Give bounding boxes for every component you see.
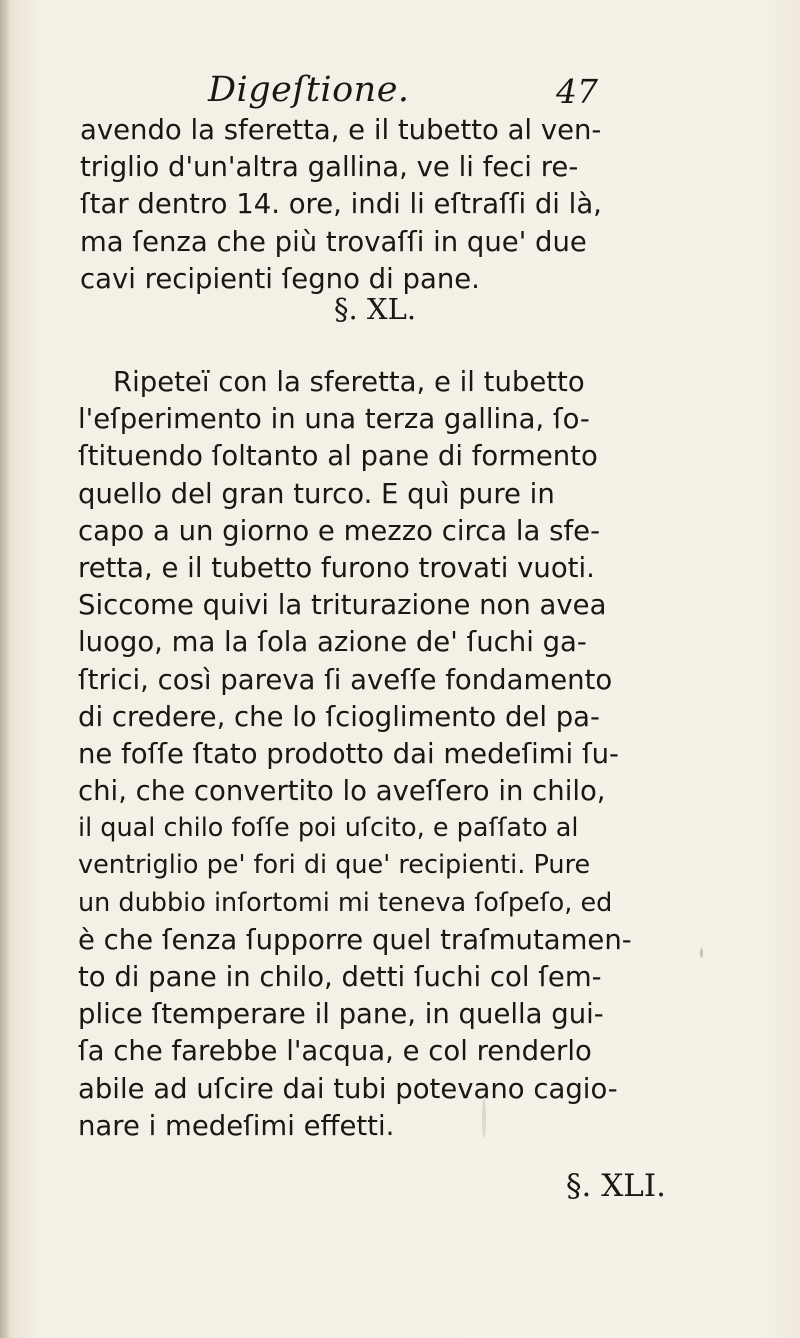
paragraph-section-xl [78, 364, 718, 1145]
text-line: ma ſenza che più trovaſſi in que' due [80, 225, 587, 258]
text-line: abile ad uſcire dai tubi potevano cagio- [78, 1072, 618, 1105]
text-line: ſa che farebbe l'acqua, e col renderlo [78, 1035, 592, 1068]
text-line: retta, e il tubetto furono trovati vuoti. [78, 551, 595, 584]
text-line: nare i medeſimi effetti. [78, 1109, 395, 1142]
text-line: ventriglio pe' fori di que' recipienti. Pure [78, 850, 591, 881]
paragraph-continuation [80, 112, 720, 298]
page-binding-shadow [0, 0, 10, 1338]
text-line: triglio d'un'altra gallina, ve li feci re- [80, 151, 579, 184]
text-line: Siccome quivi la triturazione non avea [78, 589, 607, 622]
text-line: il qual chilo foſſe poi uſcito, e paſſato al [78, 813, 579, 844]
text-line: cavi recipienti ſegno di pane. [80, 262, 480, 295]
text-line: l'eſperimento in una terza gallina, ſo- [78, 403, 590, 436]
text-line: avendo la sferetta, e il tubetto al ven- [80, 114, 602, 146]
running-head: Digeſtione. [208, 70, 410, 110]
text-line: luogo, ma la ſola azione de' ſuchi ga- [78, 626, 587, 659]
text-line: è che ſenza ſupporre quel traſmutamen- [78, 923, 632, 956]
ink-mark [700, 948, 703, 958]
text-line: di credere, che lo ſcioglimento del pa- [78, 700, 600, 733]
text-line: capo a un giorno e mezzo circa la sfe- [78, 514, 600, 547]
text-line: quello del gran turco. E quì pure in [78, 477, 555, 510]
text-line: to di pane in chilo, detti ſuchi col ſem- [78, 961, 602, 993]
text-line: ne foſſe ſtato prodotto dai medeſimi ſu- [78, 737, 619, 770]
text-line: ſtituendo ſoltanto al pane di formento [78, 440, 598, 473]
ink-mark [482, 1098, 486, 1138]
text-line: chi, che convertito lo aveſſero in chilo, [78, 775, 606, 808]
text-line: un dubbio inſortomi mi teneva ſoſpeſo, ed [78, 887, 613, 918]
page-number: 47 [556, 72, 598, 111]
section-heading-xli: §. XLI. [566, 1168, 666, 1204]
text-line: plice ſtemperare il pane, in quella gui- [78, 998, 604, 1031]
text-line: ſtrici, così pareva ſi aveſſe fondamento [78, 663, 613, 696]
text-line: ſtar dentro 14. ore, indi li eſtraſſi di là, [80, 188, 602, 221]
text-line: Ripeteï con la sferetta, e il tubetto [113, 366, 585, 398]
section-heading-xl: §. XL. [334, 292, 417, 326]
